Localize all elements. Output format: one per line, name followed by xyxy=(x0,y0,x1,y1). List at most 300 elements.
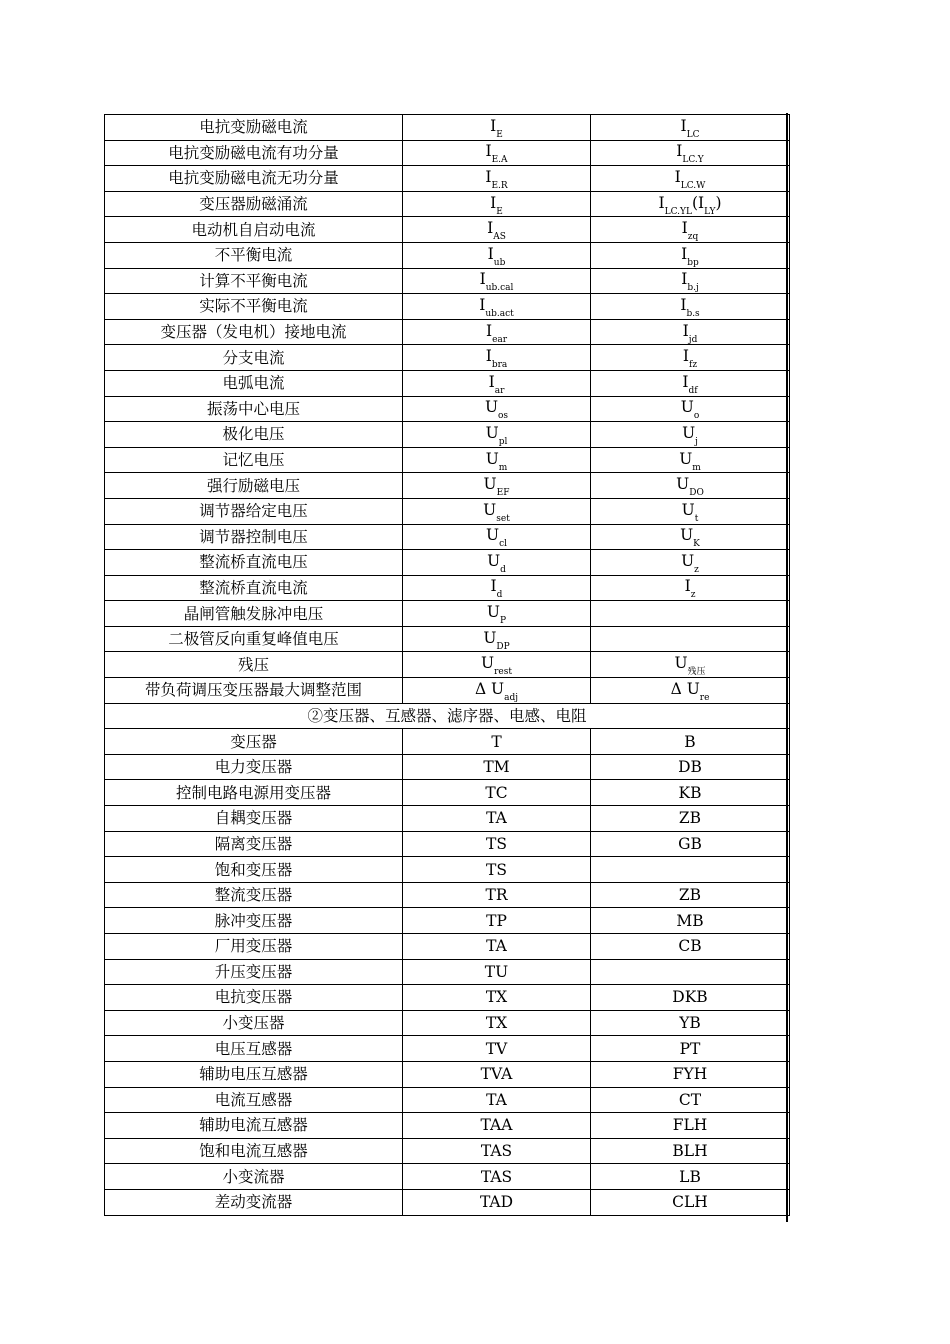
new-symbol: TX xyxy=(403,985,591,1011)
new-symbol xyxy=(403,498,591,524)
new-symbol: TU xyxy=(403,959,591,985)
symbol-m: I xyxy=(680,116,687,135)
symbol-m: U xyxy=(486,603,500,622)
symbol xyxy=(490,577,503,601)
table-row xyxy=(105,857,790,883)
symbol xyxy=(681,244,699,268)
symbol-table-sheet xyxy=(104,114,788,1216)
symbol-sub: E.R xyxy=(491,180,508,191)
table-row xyxy=(105,575,790,601)
old-symbol: ZB xyxy=(591,882,790,908)
symbol xyxy=(658,193,722,217)
symbol-sub: LC xyxy=(686,129,700,140)
table-row xyxy=(105,601,790,627)
table-row xyxy=(105,1113,790,1139)
symbol xyxy=(681,500,699,524)
symbol xyxy=(486,526,507,550)
symbol-m: I xyxy=(490,193,497,212)
old-symbol xyxy=(591,422,790,448)
symbol-m: U xyxy=(680,526,694,545)
symbol-sub: z xyxy=(690,590,696,601)
quantity-name: 不平衡电流 xyxy=(105,242,403,268)
table-row xyxy=(105,1061,790,1087)
old-symbol: MB xyxy=(591,908,790,934)
new-symbol: TAA xyxy=(403,1113,591,1139)
old-symbol: CT xyxy=(591,1087,790,1113)
symbol-m: U xyxy=(680,398,694,417)
quantity-name: 二极管反向重复峰值电压 xyxy=(105,626,403,652)
table-row xyxy=(105,115,790,141)
symbol-m: U xyxy=(676,475,690,494)
symbol xyxy=(674,167,706,191)
table-row xyxy=(105,319,790,345)
symbol xyxy=(674,654,706,678)
new-symbol: TA xyxy=(403,806,591,832)
symbol-sub: LC.Y xyxy=(682,155,704,166)
old-symbol xyxy=(591,294,790,320)
old-symbol xyxy=(591,242,790,268)
symbol xyxy=(680,295,700,319)
old-symbol xyxy=(591,140,790,166)
new-symbol xyxy=(403,422,591,448)
symbol-m: I xyxy=(680,295,687,314)
symbol-m: U xyxy=(681,551,695,570)
symbol-sub: EF xyxy=(496,488,510,499)
table-row xyxy=(105,831,790,857)
symbol-sub: d xyxy=(500,564,506,575)
old-symbol xyxy=(591,857,790,883)
symbol-m: I xyxy=(479,270,486,289)
new-symbol xyxy=(403,294,591,320)
table-row xyxy=(105,806,790,832)
table-row xyxy=(105,908,790,934)
device-name: 辅助电压互感器 xyxy=(105,1061,403,1087)
symbol-m: I xyxy=(485,167,492,186)
symbol-sub: os xyxy=(498,411,509,422)
symbol xyxy=(483,475,510,499)
symbol xyxy=(490,193,503,217)
new-symbol xyxy=(403,524,591,550)
table-row xyxy=(105,370,790,396)
symbol-m: I xyxy=(674,167,681,186)
quantity-name: 电动机自启动电流 xyxy=(105,217,403,243)
symbol-m: I xyxy=(487,244,494,263)
quantity-name: 晶闸管触发脉冲电压 xyxy=(105,601,403,627)
right-border-line xyxy=(786,113,788,1222)
symbol-sub: t xyxy=(694,513,699,524)
symbol xyxy=(483,628,510,652)
symbol-sub: ear xyxy=(492,334,508,345)
symbol-m: U xyxy=(679,449,693,468)
table-row xyxy=(105,1164,790,1190)
device-name: 小变流器 xyxy=(105,1164,403,1190)
symbol-tsub: LY xyxy=(704,206,716,217)
symbol-end: ) xyxy=(715,193,722,212)
device-name: 脉冲变压器 xyxy=(105,908,403,934)
new-symbol xyxy=(403,370,591,396)
symbol xyxy=(479,270,514,294)
quantity-name: 调节器控制电压 xyxy=(105,524,403,550)
old-symbol xyxy=(591,217,790,243)
table-row xyxy=(105,294,790,320)
new-symbol xyxy=(403,166,591,192)
symbol xyxy=(485,449,508,473)
symbol-sub: m xyxy=(498,462,508,473)
table-row xyxy=(105,626,790,652)
table-row xyxy=(105,934,790,960)
quantity-name: 记忆电压 xyxy=(105,447,403,473)
symbol xyxy=(487,244,506,268)
new-symbol xyxy=(403,575,591,601)
symbol xyxy=(485,347,508,371)
device-name: 控制电路电源用变压器 xyxy=(105,780,403,806)
symbol-table xyxy=(104,114,790,1216)
symbol-tail: (I xyxy=(691,193,705,212)
symbol-m: I xyxy=(485,347,492,366)
table-row xyxy=(105,242,790,268)
symbol-sub: cl xyxy=(499,539,507,550)
old-symbol: CB xyxy=(591,934,790,960)
symbol-m: I xyxy=(682,372,689,391)
device-name: 小变压器 xyxy=(105,1010,403,1036)
symbol-m: I xyxy=(682,347,690,366)
table-row xyxy=(105,268,790,294)
device-name: 电压互感器 xyxy=(105,1036,403,1062)
symbol-m: U xyxy=(483,500,497,519)
symbol-sub: bp xyxy=(687,257,699,268)
symbol-m: I xyxy=(479,295,486,314)
table-row xyxy=(105,1010,790,1036)
symbol-sub: K xyxy=(693,539,700,550)
old-symbol xyxy=(591,370,790,396)
old-symbol xyxy=(591,447,790,473)
symbol-sub: P xyxy=(500,616,507,627)
device-name: 隔离变压器 xyxy=(105,831,403,857)
table-row xyxy=(105,985,790,1011)
new-symbol xyxy=(403,396,591,422)
symbol-sub: ub xyxy=(493,257,506,268)
quantity-name: 电抗变励磁电流有功分量 xyxy=(105,140,403,166)
symbol-m: I xyxy=(488,372,495,391)
symbol-sub: pl xyxy=(498,436,508,447)
symbol xyxy=(487,551,506,575)
quantity-name: 极化电压 xyxy=(105,422,403,448)
symbol-sub: DP xyxy=(496,641,510,652)
symbol-m: I xyxy=(485,321,493,340)
new-symbol: TC xyxy=(403,780,591,806)
new-symbol: TM xyxy=(403,754,591,780)
old-symbol xyxy=(591,550,790,576)
old-symbol xyxy=(591,473,790,499)
old-symbol: PT xyxy=(591,1036,790,1062)
symbol xyxy=(681,219,699,243)
table-row xyxy=(105,729,790,755)
device-name: 差动变流器 xyxy=(105,1189,403,1215)
device-name: 整流变压器 xyxy=(105,882,403,908)
new-symbol: TAD xyxy=(403,1189,591,1215)
old-symbol: LB xyxy=(591,1164,790,1190)
device-name: 变压器 xyxy=(105,729,403,755)
symbol xyxy=(679,449,701,473)
symbol xyxy=(682,321,698,345)
table-row xyxy=(105,345,790,371)
device-name: 辅助电流互感器 xyxy=(105,1113,403,1139)
symbol-m: U xyxy=(483,475,497,494)
symbol-sub: b.s xyxy=(686,308,700,319)
table-row xyxy=(105,140,790,166)
old-symbol: ZB xyxy=(591,806,790,832)
symbol-sub: 残压 xyxy=(687,667,706,678)
symbol-m: I xyxy=(487,219,494,238)
symbol-m: U xyxy=(485,423,499,442)
symbol-sub: jd xyxy=(688,334,698,345)
table-row xyxy=(105,166,790,192)
symbol xyxy=(490,116,503,140)
symbol-sub: df xyxy=(688,385,698,396)
quantity-name: 实际不平衡电流 xyxy=(105,294,403,320)
table-row xyxy=(105,217,790,243)
symbol-m: I xyxy=(684,577,691,596)
old-symbol xyxy=(591,498,790,524)
table-row xyxy=(105,498,790,524)
old-symbol xyxy=(591,191,790,217)
new-symbol xyxy=(403,319,591,345)
quantity-name: 调节器给定电压 xyxy=(105,498,403,524)
symbol-sub: zq xyxy=(687,232,699,243)
old-symbol xyxy=(591,345,790,371)
old-symbol: DB xyxy=(591,754,790,780)
table-row xyxy=(105,959,790,985)
old-symbol: FYH xyxy=(591,1061,790,1087)
old-symbol: B xyxy=(591,729,790,755)
new-symbol: TS xyxy=(403,831,591,857)
new-symbol xyxy=(403,140,591,166)
table-row xyxy=(105,1036,790,1062)
symbol-m: U xyxy=(681,500,695,519)
section-title: ②变压器、互感器、滤序器、电感、电阻 xyxy=(105,703,790,729)
symbol xyxy=(485,423,508,447)
new-symbol xyxy=(403,447,591,473)
symbol xyxy=(681,270,699,294)
symbol-m: I xyxy=(490,116,497,135)
symbol-m: I xyxy=(490,577,497,596)
quantity-name: 电抗变励磁电流 xyxy=(105,115,403,141)
quantity-name: 计算不平衡电流 xyxy=(105,268,403,294)
quantity-name: 变压器励磁涌流 xyxy=(105,191,403,217)
symbol xyxy=(680,398,700,422)
symbol-sub: ub.cal xyxy=(485,283,514,294)
table-row xyxy=(105,1189,790,1215)
symbol-m: U xyxy=(674,654,688,673)
symbol-sub: rest xyxy=(494,667,512,678)
new-symbol: TR xyxy=(403,882,591,908)
old-symbol xyxy=(591,601,790,627)
table-row xyxy=(105,678,790,704)
old-symbol: FLH xyxy=(591,1113,790,1139)
symbol xyxy=(479,295,514,319)
symbol xyxy=(486,603,507,627)
symbol-sub: ar xyxy=(494,385,505,396)
symbol-m: I xyxy=(681,270,688,289)
new-symbol xyxy=(403,652,591,678)
new-symbol: TX xyxy=(403,1010,591,1036)
table-row xyxy=(105,882,790,908)
symbol-m: I xyxy=(681,244,688,263)
table-row xyxy=(105,422,790,448)
symbol-sub: ub.act xyxy=(485,308,514,319)
device-name: 升压变压器 xyxy=(105,959,403,985)
symbol-m: U xyxy=(484,398,499,417)
symbol-sub: o xyxy=(693,411,700,422)
symbol-sub: re xyxy=(699,692,710,703)
old-symbol xyxy=(591,959,790,985)
symbol-m: I xyxy=(681,219,688,238)
symbol-m: U xyxy=(481,654,495,673)
symbol-m: Δ U xyxy=(474,679,505,698)
symbol xyxy=(681,551,699,575)
symbol-m: I xyxy=(485,142,492,161)
symbol xyxy=(680,526,700,550)
symbol-sub: m xyxy=(692,462,701,473)
symbol-sub: fz xyxy=(689,360,698,371)
device-name: 厂用变压器 xyxy=(105,934,403,960)
symbol xyxy=(676,142,704,166)
symbol-sub: AS xyxy=(493,232,506,243)
device-name: 电流互感器 xyxy=(105,1087,403,1113)
symbol-sub: b.j xyxy=(687,283,699,294)
new-symbol xyxy=(403,473,591,499)
quantity-name: 带负荷调压变压器最大调整范围 xyxy=(105,678,403,704)
old-symbol: CLH xyxy=(591,1189,790,1215)
new-symbol xyxy=(403,550,591,576)
symbol-m: U xyxy=(485,449,499,468)
symbol xyxy=(488,372,505,396)
new-symbol xyxy=(403,678,591,704)
symbol-m: I xyxy=(676,142,683,161)
symbol-m: I xyxy=(658,193,665,212)
symbol-m: Δ U xyxy=(670,679,700,698)
new-symbol xyxy=(403,217,591,243)
symbol-sub: j xyxy=(695,436,698,447)
table-row xyxy=(105,550,790,576)
quantity-name: 整流桥直流电压 xyxy=(105,550,403,576)
old-symbol xyxy=(591,678,790,704)
new-symbol: TAS xyxy=(403,1138,591,1164)
new-symbol xyxy=(403,626,591,652)
device-name: 自耦变压器 xyxy=(105,806,403,832)
old-symbol: GB xyxy=(591,831,790,857)
symbol xyxy=(485,142,508,166)
symbol-sub: LC.W xyxy=(680,180,706,191)
quantity-name: 整流桥直流电流 xyxy=(105,575,403,601)
new-symbol: T xyxy=(403,729,591,755)
symbol-m: U xyxy=(483,628,497,647)
symbol xyxy=(483,500,510,524)
new-symbol xyxy=(403,601,591,627)
old-symbol: YB xyxy=(591,1010,790,1036)
old-symbol xyxy=(591,396,790,422)
old-symbol: KB xyxy=(591,780,790,806)
section-header-row xyxy=(105,703,790,729)
table-row xyxy=(105,1087,790,1113)
quantity-name: 分支电流 xyxy=(105,345,403,371)
quantity-name: 电抗变励磁电流无功分量 xyxy=(105,166,403,192)
symbol-sub: set xyxy=(496,513,510,524)
new-symbol: TV xyxy=(403,1036,591,1062)
new-symbol xyxy=(403,268,591,294)
table-row xyxy=(105,652,790,678)
symbol xyxy=(487,219,506,243)
symbol-sub: E xyxy=(496,206,503,217)
symbol xyxy=(485,321,508,345)
old-symbol xyxy=(591,319,790,345)
symbol-m: U xyxy=(682,423,696,442)
symbol-sub: bra xyxy=(491,360,508,371)
quantity-name: 残压 xyxy=(105,652,403,678)
quantity-name: 变压器（发电机）接地电流 xyxy=(105,319,403,345)
new-symbol xyxy=(403,115,591,141)
symbol-m: U xyxy=(486,526,500,545)
old-symbol xyxy=(591,166,790,192)
new-symbol: TP xyxy=(403,908,591,934)
symbol-sub: d xyxy=(496,590,503,601)
new-symbol: TA xyxy=(403,1087,591,1113)
old-symbol xyxy=(591,524,790,550)
symbol-m: I xyxy=(682,321,689,340)
new-symbol: TA xyxy=(403,934,591,960)
old-symbol xyxy=(591,652,790,678)
symbol-sub: E.A xyxy=(491,155,508,166)
quantity-name: 电弧电流 xyxy=(105,370,403,396)
symbol-sub: adj xyxy=(504,692,519,703)
table-row xyxy=(105,191,790,217)
symbol-sub: E xyxy=(496,129,503,140)
table-row xyxy=(105,1138,790,1164)
symbol xyxy=(485,167,508,191)
table-row xyxy=(105,524,790,550)
table-row xyxy=(105,396,790,422)
old-symbol: BLH xyxy=(591,1138,790,1164)
new-symbol xyxy=(403,242,591,268)
device-name: 电抗变压器 xyxy=(105,985,403,1011)
table-row xyxy=(105,473,790,499)
old-symbol: DKB xyxy=(591,985,790,1011)
symbol xyxy=(684,577,696,601)
table-row xyxy=(105,780,790,806)
old-symbol xyxy=(591,626,790,652)
symbol xyxy=(676,475,704,499)
symbol xyxy=(670,679,710,703)
new-symbol xyxy=(403,345,591,371)
symbol-m: U xyxy=(487,551,501,570)
symbol xyxy=(680,116,700,140)
device-name: 电力变压器 xyxy=(105,754,403,780)
device-name: 饱和变压器 xyxy=(105,857,403,883)
new-symbol xyxy=(403,191,591,217)
symbol xyxy=(682,423,698,447)
symbol-sub: DO xyxy=(689,488,704,499)
symbol xyxy=(481,654,512,678)
symbol xyxy=(474,679,519,703)
old-symbol xyxy=(591,115,790,141)
symbol-sub: LC.YL xyxy=(664,206,692,217)
symbol xyxy=(484,398,509,422)
symbol xyxy=(682,372,698,396)
symbol-sub: z xyxy=(694,564,699,575)
quantity-name: 振荡中心电压 xyxy=(105,396,403,422)
symbol xyxy=(682,347,698,371)
old-symbol xyxy=(591,575,790,601)
